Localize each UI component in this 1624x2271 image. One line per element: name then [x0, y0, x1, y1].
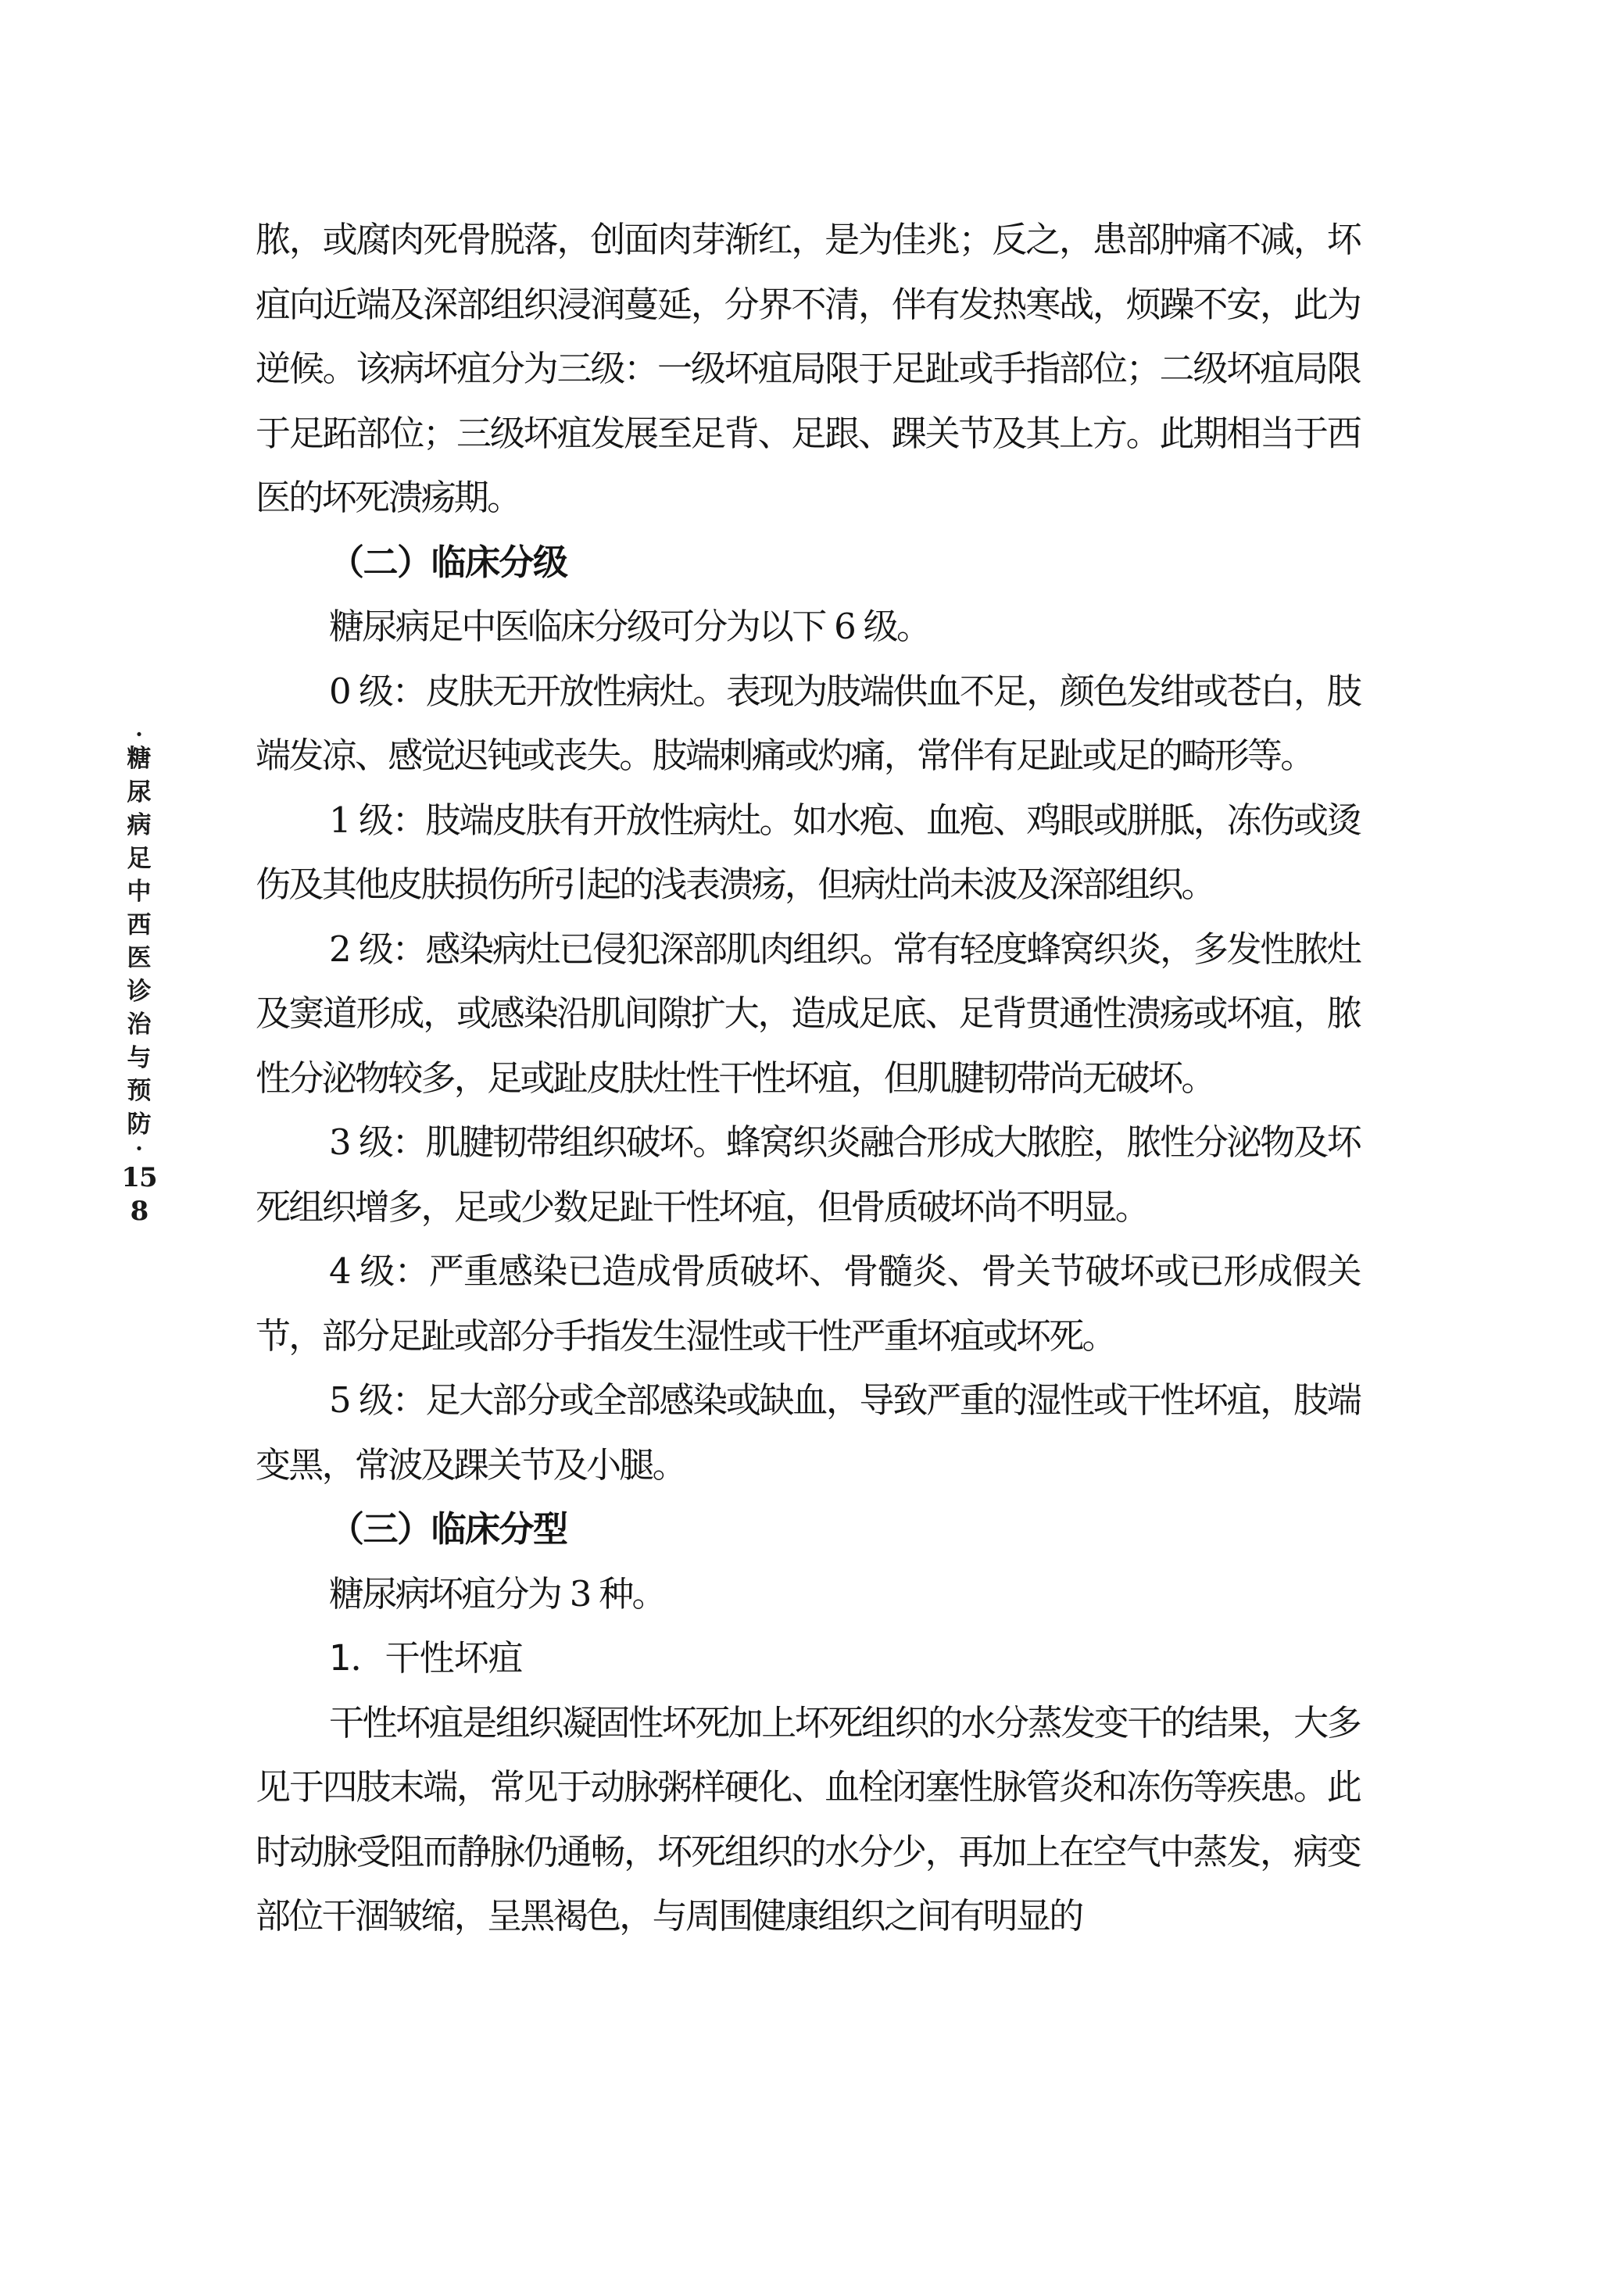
body-text	[256, 208, 1360, 1949]
paragraph-grade-4: 4 级：严重感染已造成骨质破坏、骨髓炎、骨关节破坏或已形成假关节，部分足趾或部分手指发生湿性或干性严重坏疽或坏死。	[256, 1250, 1360, 1357]
paragraph-grading-intro: 糖尿病足中医临床分级可分为以下 6 级。	[329, 606, 930, 647]
heading-clinical-grading: （二）临床分级	[329, 541, 567, 583]
running-head-title: 糖尿病足中西医诊治与预防	[127, 745, 152, 1139]
page-number: 158	[121, 1162, 157, 1227]
heading-clinical-typing: （三）临床分型	[329, 1508, 567, 1550]
running-head-dot-top: ·	[135, 721, 143, 747]
paragraph-typing-intro: 糖尿病坏疽分为 3 种。	[329, 1572, 665, 1615]
paragraph-grade-5: 5 级：足大部分或全部感染或缺血，导致严重的湿性或干性坏疽，肢端变黑，常波及踝关节及小腿。	[256, 1379, 1360, 1486]
paragraph-gangrene-stages: 脓，或腐肉死骨脱落，创面肉芽渐红，是为佳兆；反之，患部肿痛不减，坏疽向近端及深部组织浸润蔓延，分界不清，伴有发热寒战，烦躁不安，此为逆候。该病坏疽分为三级：一级坏疽局限于足趾或手指部位；二级坏疽局限于足跖部位；三级坏疽发展至足背、足跟、踝关节及其上方。此期相当于西医的坏死溃疡期。	[256, 219, 1360, 518]
paragraph-dry-gangrene: 干性坏疽是组织凝固性坏死加上坏死组织的水分蒸发变干的结果，大多见于四肢末端，常见于动脉粥样硬化、血栓闭塞性脉管炎和冻伤等疾患。此时动脉受阻而静脉仍通畅，坏死组织的水分少，再加上在空气中蒸发，病变部位干涸皱缩，呈黑褐色，与周围健康组织之间有明显的	[256, 1701, 1360, 1937]
running-head	[117, 721, 161, 1228]
paragraph-grade-3: 3 级：肌腱韧带组织破坏。蜂窝织炎融合形成大脓腔，脓性分泌物及坏死组织增多，足或少数足趾干性坏疽，但骨质破坏尚不明显。	[256, 1121, 1360, 1228]
running-head-dot-bottom: ·	[135, 1136, 143, 1161]
subheading-dry-gangrene: 1．干性坏疽	[329, 1637, 523, 1679]
paragraph-grade-0: 0 级：皮肤无开放性病灶。表现为肢端供血不足，颜色发绀或苍白，肢端发凉、感觉迟钝或丧失。肢端刺痛或灼痛，常伴有足趾或足的畸形等。	[256, 670, 1360, 776]
paragraph-grade-2: 2 级：感染病灶已侵犯深部肌肉组织。常有轻度蜂窝织炎，多发性脓灶及窦道形成，或感染沿肌间隙扩大，造成足底、足背贯通性溃疡或坏疽，脓性分泌物较多，足或趾皮肤灶性干性坏疽，但肌腱韧带尚无破坏。	[256, 928, 1360, 1099]
paragraph-grade-1: 1 级：肢端皮肤有开放性病灶。如水疱、血疱、鸡眼或胼胝，冻伤或烫伤及其他皮肤损伤所引起的浅表溃疡，但病灶尚未波及深部组织。	[256, 799, 1360, 905]
